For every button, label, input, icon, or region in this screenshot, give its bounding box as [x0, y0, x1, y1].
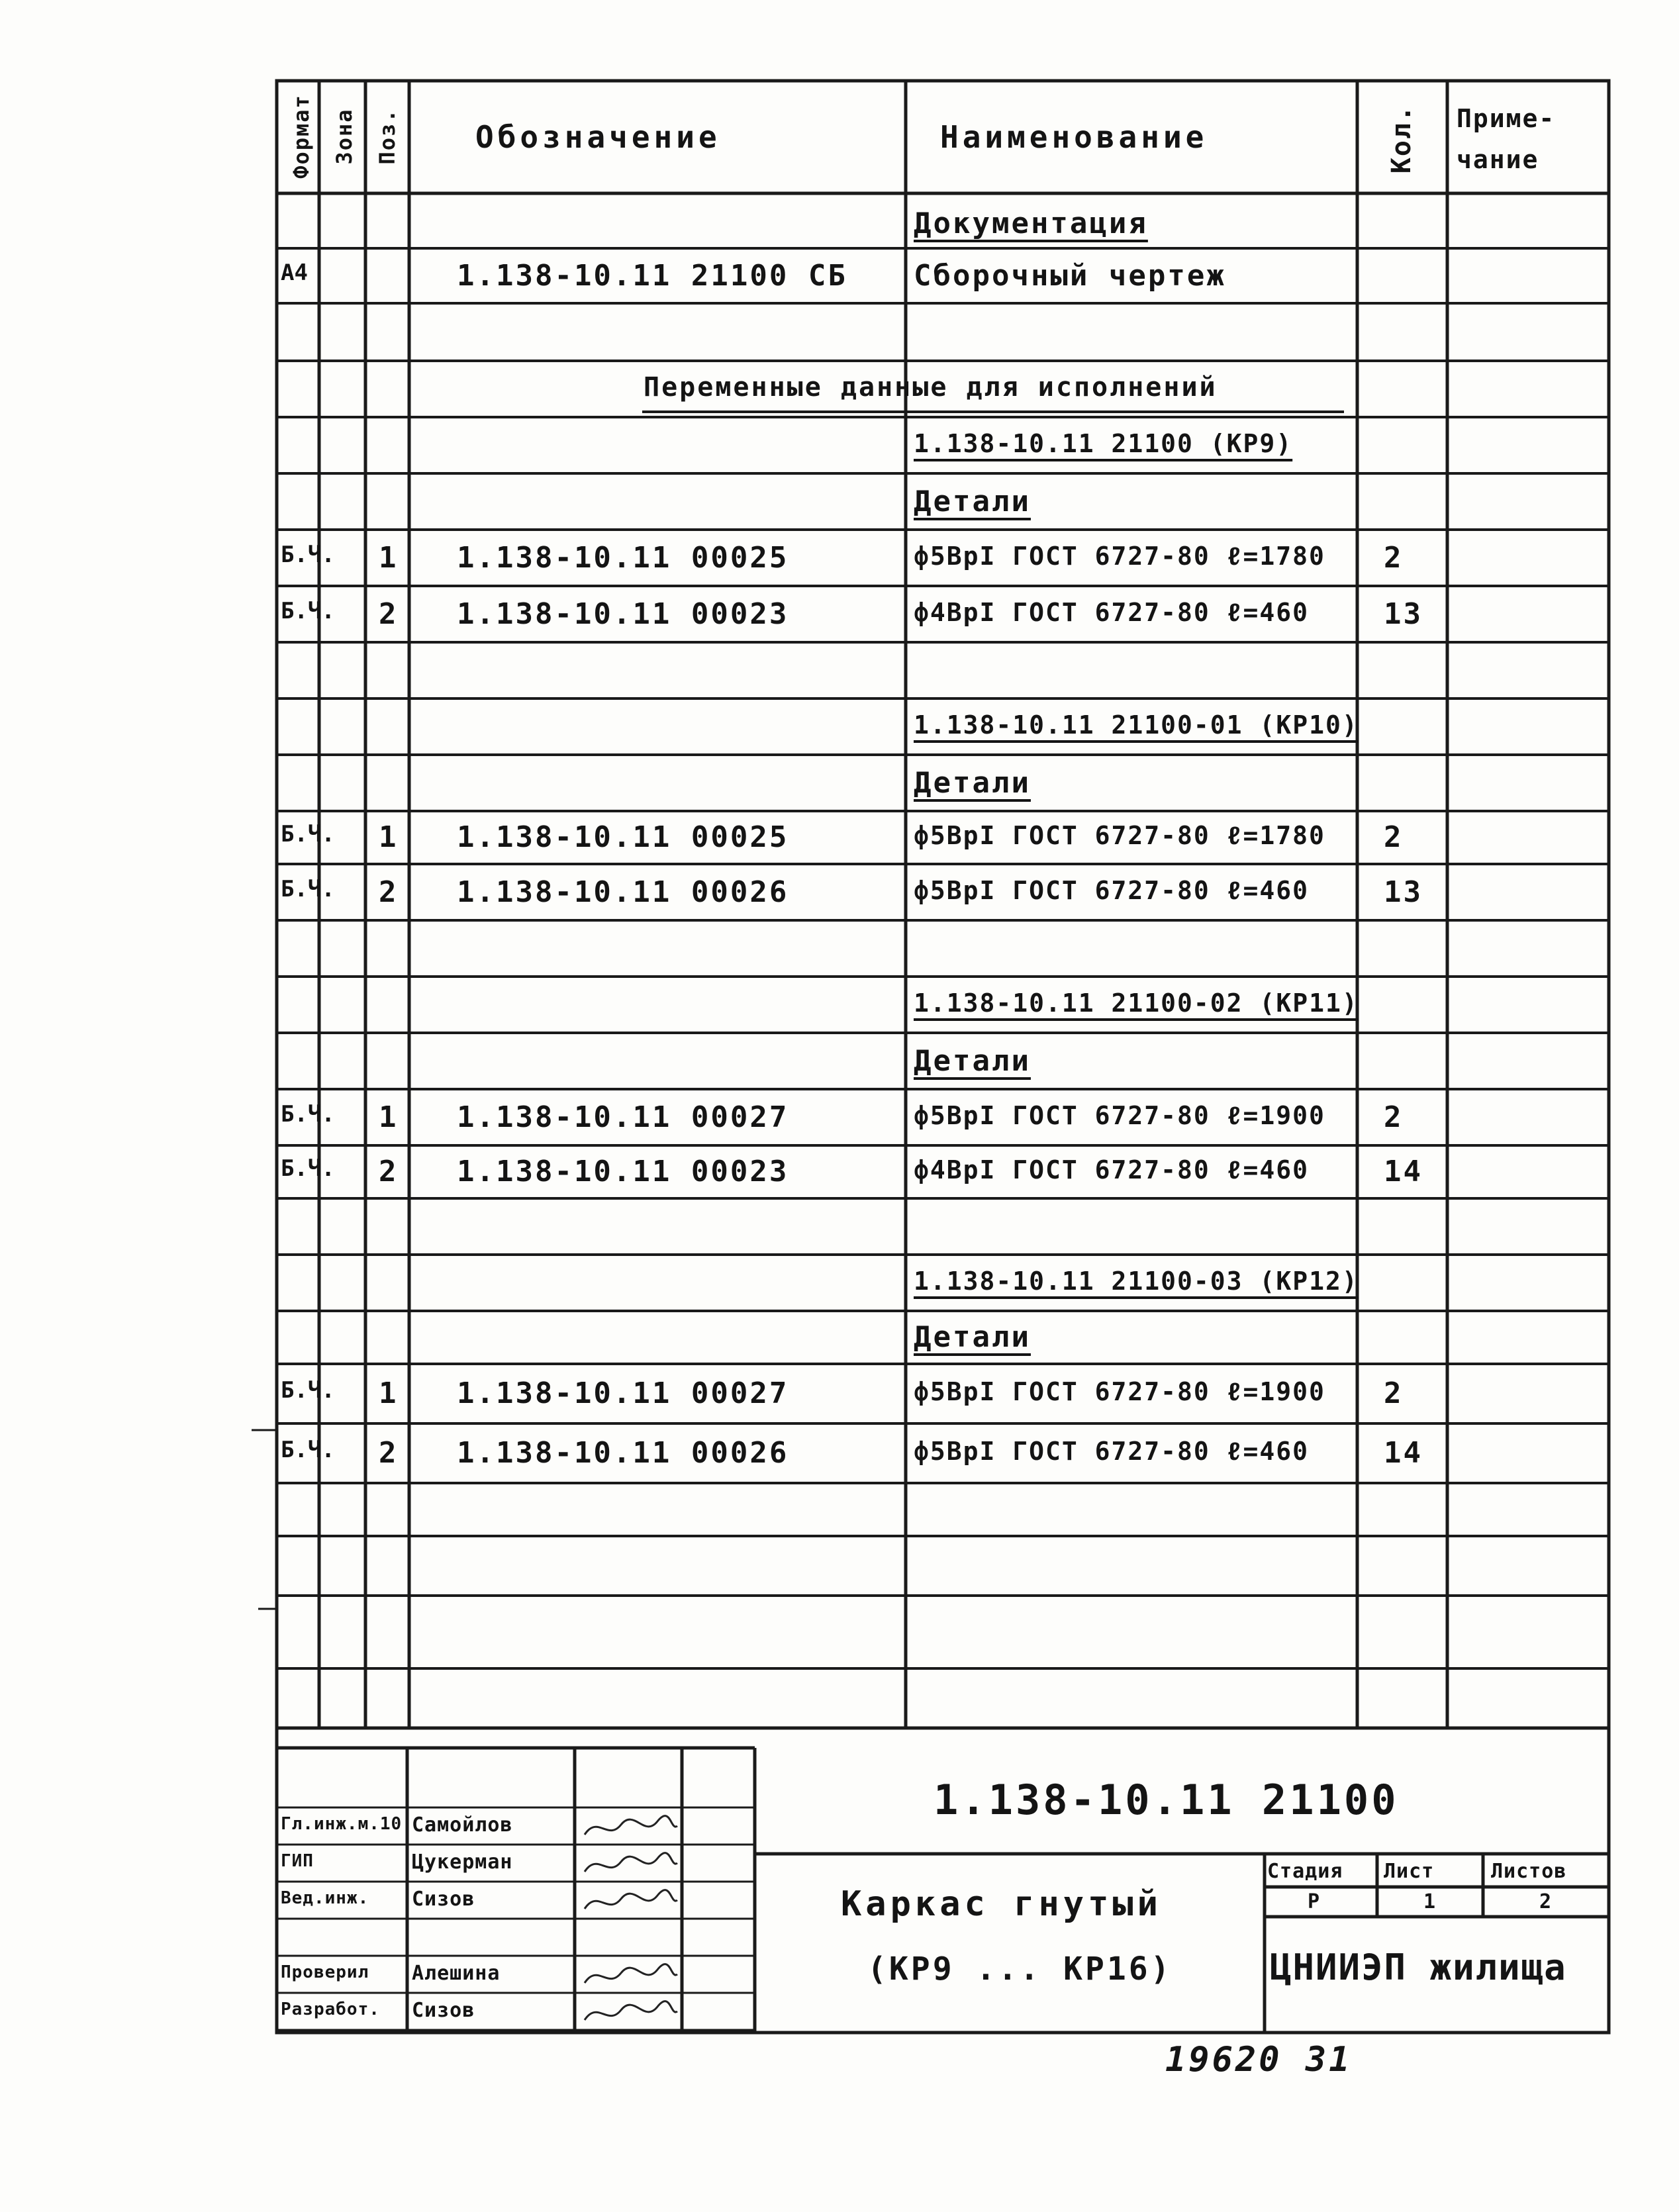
- cell-name: Сборочный чертеж: [914, 258, 1226, 293]
- cell-designation: 1.138-10.11 00023: [457, 1155, 789, 1188]
- cell-format: Б.Ч.: [281, 1155, 335, 1182]
- cell-qty: 13: [1384, 875, 1423, 909]
- organization: ЦНИИЭП жилища: [1270, 1947, 1567, 1988]
- cell-pos: 2: [379, 1155, 399, 1188]
- sheet-label: Лист: [1384, 1860, 1435, 1883]
- header-note-line2: чание: [1457, 145, 1539, 174]
- title-line2: (КР9 ... КР16): [867, 1950, 1173, 1988]
- cell-pos: 1: [379, 820, 399, 854]
- cell-pos: 1: [379, 540, 399, 575]
- header-note-line1: Приме-: [1457, 104, 1556, 133]
- cell-qty: 2: [1384, 540, 1404, 575]
- sheet-value: 1: [1423, 1890, 1437, 1913]
- cell-designation: 1.138-10.11 00027: [457, 1100, 789, 1134]
- cell-name: ф5ВрI ГОСТ 6727-80 ℓ=1780: [914, 541, 1325, 571]
- person-role: ГИП: [281, 1851, 314, 1871]
- stage-label: Стадия: [1267, 1860, 1343, 1883]
- header-qty: Кол.: [1386, 104, 1417, 174]
- person-role: Разработ.: [281, 1999, 380, 2019]
- cell-name: ф5ВрI ГОСТ 6727-80 ℓ=1900: [914, 1100, 1325, 1130]
- cell-name: ф5ВрI ГОСТ 6727-80 ℓ=460: [914, 875, 1309, 905]
- variable-data-heading: Переменные данные для исполнений: [644, 372, 1218, 403]
- cell-name: Детали: [914, 1320, 1031, 1354]
- cell-format: Б.Ч.: [281, 875, 335, 902]
- person-role: Вед.инж.: [281, 1888, 369, 1908]
- header-format: Формат: [289, 94, 314, 179]
- cell-name: Детали: [914, 484, 1031, 518]
- cell-pos: 1: [379, 1100, 399, 1134]
- person-name: Цукерман: [412, 1851, 513, 1874]
- person-role: Гл.инж.м.10: [281, 1814, 403, 1834]
- cell-format: Б.Ч.: [281, 597, 335, 624]
- cell-format: Б.Ч.: [281, 821, 335, 847]
- cell-pos: 2: [379, 597, 399, 631]
- cell-name: ф4ВрI ГОСТ 6727-80 ℓ=460: [914, 597, 1309, 627]
- signature-mark: [581, 1997, 681, 2030]
- footer-number: 19620 31: [1165, 2040, 1353, 2080]
- signature-mark: [581, 1886, 681, 1919]
- cell-qty: 14: [1384, 1436, 1423, 1470]
- cell-qty: 2: [1384, 1376, 1404, 1410]
- cell-designation: 1.138-10.11 00025: [457, 540, 789, 575]
- cell-format: Б.Ч.: [281, 1437, 335, 1463]
- person-name: Сизов: [412, 1888, 475, 1911]
- cell-designation: 1.138-10.11 00026: [457, 875, 789, 909]
- cell-name: 1.138-10.11 21100-02 (КР11): [914, 988, 1359, 1018]
- cell-name: 1.138-10.11 21100-03 (КР12): [914, 1266, 1359, 1296]
- cell-designation: 1.138-10.11 00026: [457, 1436, 789, 1470]
- cell-name: ф5ВрI ГОСТ 6727-80 ℓ=1900: [914, 1377, 1325, 1406]
- sheets-value: 2: [1539, 1890, 1553, 1913]
- person-name: Сизов: [412, 1999, 475, 2022]
- cell-name: ф5ВрI ГОСТ 6727-80 ℓ=460: [914, 1437, 1309, 1466]
- cell-name: Детали: [914, 765, 1031, 800]
- cell-pos: 2: [379, 1436, 399, 1470]
- cell-name: 1.138-10.11 21100-01 (КР10): [914, 710, 1359, 740]
- header-name: Наименование: [940, 119, 1208, 155]
- person-name: Алешина: [412, 1962, 501, 1985]
- cell-designation: 1.138-10.11 00027: [457, 1376, 789, 1410]
- cell-designation: 1.138-10.11 00023: [457, 597, 789, 631]
- sheets-label: Листов: [1491, 1860, 1567, 1883]
- cell-name: ф4ВрI ГОСТ 6727-80 ℓ=460: [914, 1155, 1309, 1184]
- doc-number: 1.138-10.11 21100: [934, 1776, 1399, 1824]
- cell-format: Б.Ч.: [281, 1377, 335, 1404]
- title-line1: Каркас гнутый: [841, 1884, 1162, 1924]
- cell-designation: 1.138-10.11 21100 СБ: [457, 258, 847, 293]
- cell-qty: 13: [1384, 597, 1423, 631]
- signature-mark: [581, 1811, 681, 1845]
- cell-format: Б.Ч.: [281, 541, 335, 568]
- cell-format: А4: [281, 259, 308, 286]
- header-designation: Обозначение: [475, 119, 721, 155]
- header-pos: Поз.: [375, 108, 400, 165]
- cell-qty: 2: [1384, 1100, 1404, 1134]
- cell-name: Детали: [914, 1043, 1031, 1078]
- signature-mark: [581, 1960, 681, 1993]
- cell-name: ф5ВрI ГОСТ 6727-80 ℓ=1780: [914, 821, 1325, 850]
- signature-mark: [581, 1849, 681, 1882]
- stage-value: Р: [1308, 1890, 1321, 1913]
- cell-name: Документация: [914, 206, 1148, 240]
- person-name: Самойлов: [412, 1813, 513, 1837]
- cell-name: 1.138-10.11 21100 (КР9): [914, 428, 1293, 458]
- cell-qty: 2: [1384, 820, 1404, 854]
- cell-pos: 1: [379, 1376, 399, 1410]
- header-zone: Зона: [332, 108, 357, 165]
- cell-format: Б.Ч.: [281, 1100, 335, 1128]
- cell-qty: 14: [1384, 1155, 1423, 1188]
- cell-pos: 2: [379, 875, 399, 909]
- person-role: Проверил: [281, 1962, 369, 1982]
- cell-designation: 1.138-10.11 00025: [457, 820, 789, 854]
